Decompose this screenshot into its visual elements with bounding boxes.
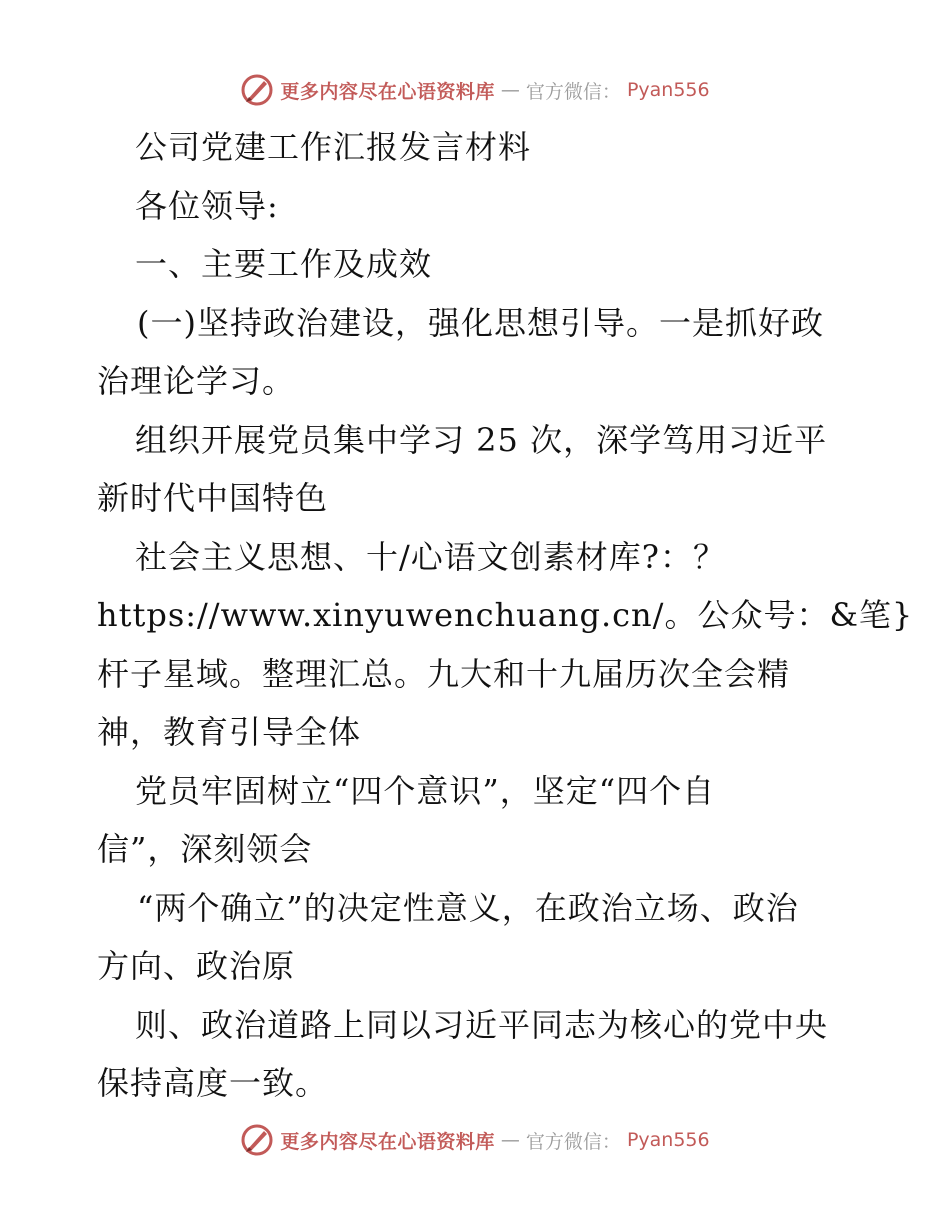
quill-pen-logo-icon — [240, 1123, 274, 1157]
watermark-wechat-label: 官方微信： — [525, 80, 621, 103]
section-heading: 一、主要工作及成效 — [135, 245, 433, 283]
watermark-banner-bottom — [0, 1120, 950, 1160]
paragraph-line: “两个确立”的决定性意义，在政治立场、政治 — [137, 888, 799, 927]
watermark-main-text: 更多内容尽在心语资料库 — [280, 1130, 495, 1153]
watermark-main-text: 更多内容尽在心语资料库 — [280, 80, 495, 103]
watermark-dash: — — [500, 79, 520, 101]
paragraph-line: 治理论学习。 — [97, 362, 296, 400]
paragraph-line: 保持高度一致。 — [97, 1064, 329, 1102]
watermark-wechat-id: Pyan556 — [626, 1129, 710, 1151]
paragraph-line: 杆子星域。整理汇总。九大和十九届历次全会精 — [97, 654, 791, 693]
paragraph-line: 社会主义思想、十/心语文创素材库?：？ — [135, 537, 726, 576]
paragraph-line: 神，教育引导全体 — [97, 713, 362, 751]
watermark-dash: — — [500, 1129, 520, 1151]
watermark-wechat-label: 官方微信： — [525, 1130, 621, 1153]
paragraph-line: 组织开展党员集中学习 25 次，深学笃用习近平 — [135, 420, 828, 459]
paragraph-line: 新时代中国特色 — [97, 479, 329, 517]
paragraph-line: 党员牢固树立“四个意识”，坚定“四个自 — [135, 771, 716, 810]
salutation: 各位领导: — [135, 186, 279, 225]
watermark-wechat-id: Pyan556 — [626, 79, 710, 101]
document-body — [97, 118, 914, 1113]
paragraph-line: 方向、政治原 — [97, 947, 296, 985]
paragraph-line: (一)坚持政治建设，强化思想引导。一是抓好政 — [137, 303, 824, 342]
document-title: 公司党建工作汇报发言材料 — [135, 128, 532, 166]
paragraph-line: 信”，深刻领会 — [97, 830, 313, 868]
quill-pen-logo-icon — [240, 73, 274, 107]
watermark-banner-top — [0, 70, 950, 110]
paragraph-line: 则、政治道路上同以习近平同志为核心的党中央 — [135, 1005, 829, 1044]
paragraph-line-url: https://www.xinyuwenchuang.cn/。公众号：&笔} — [97, 596, 914, 634]
